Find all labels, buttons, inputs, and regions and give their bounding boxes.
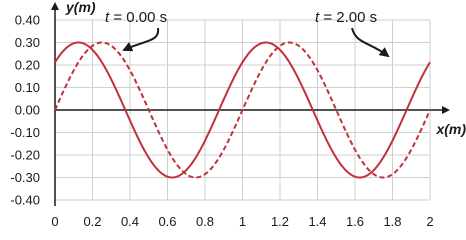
y-tick-label: -0.20 (10, 147, 40, 163)
annotation-variable: t (315, 9, 320, 26)
annotation-label (105, 9, 167, 26)
x-tick-label: 2 (426, 214, 434, 229)
x-tick-label: 0.2 (83, 214, 102, 229)
x-tick-label: 0.4 (120, 214, 140, 229)
annotation-value: = 0.00 s (109, 9, 168, 26)
annotation-variable: t (105, 9, 110, 26)
y-tick-label: 0.00 (14, 102, 40, 118)
y-tick-label: -0.40 (10, 192, 40, 208)
x-tick-label: 0.8 (195, 214, 215, 229)
x-tick-label: 0 (51, 214, 59, 229)
y-tick-label: 0.20 (14, 57, 40, 73)
y-tick-label: -0.10 (10, 125, 40, 140)
annotations (105, 9, 388, 56)
x-tick-label: 1.4 (308, 214, 327, 229)
y-tick-label: 0.40 (14, 12, 40, 28)
y-tick-label: -0.30 (10, 170, 40, 185)
annotation-arrow (124, 28, 158, 50)
x-tick-label: 1.8 (383, 214, 402, 229)
x-tick-label: 0.6 (158, 214, 177, 229)
y-axis-label: y(m) (66, 0, 96, 15)
y-tick-label: 0.10 (14, 80, 40, 95)
x-axis-label: x(m) (436, 121, 466, 137)
x-tick-label: 1 (238, 214, 247, 229)
x-tick-label: 1.6 (345, 214, 365, 229)
annotation-label (315, 9, 377, 26)
y-tick-label: 0.30 (14, 35, 40, 50)
annotation-value: = 2.00 s (319, 9, 378, 26)
x-tick-label: 1.2 (270, 214, 290, 229)
